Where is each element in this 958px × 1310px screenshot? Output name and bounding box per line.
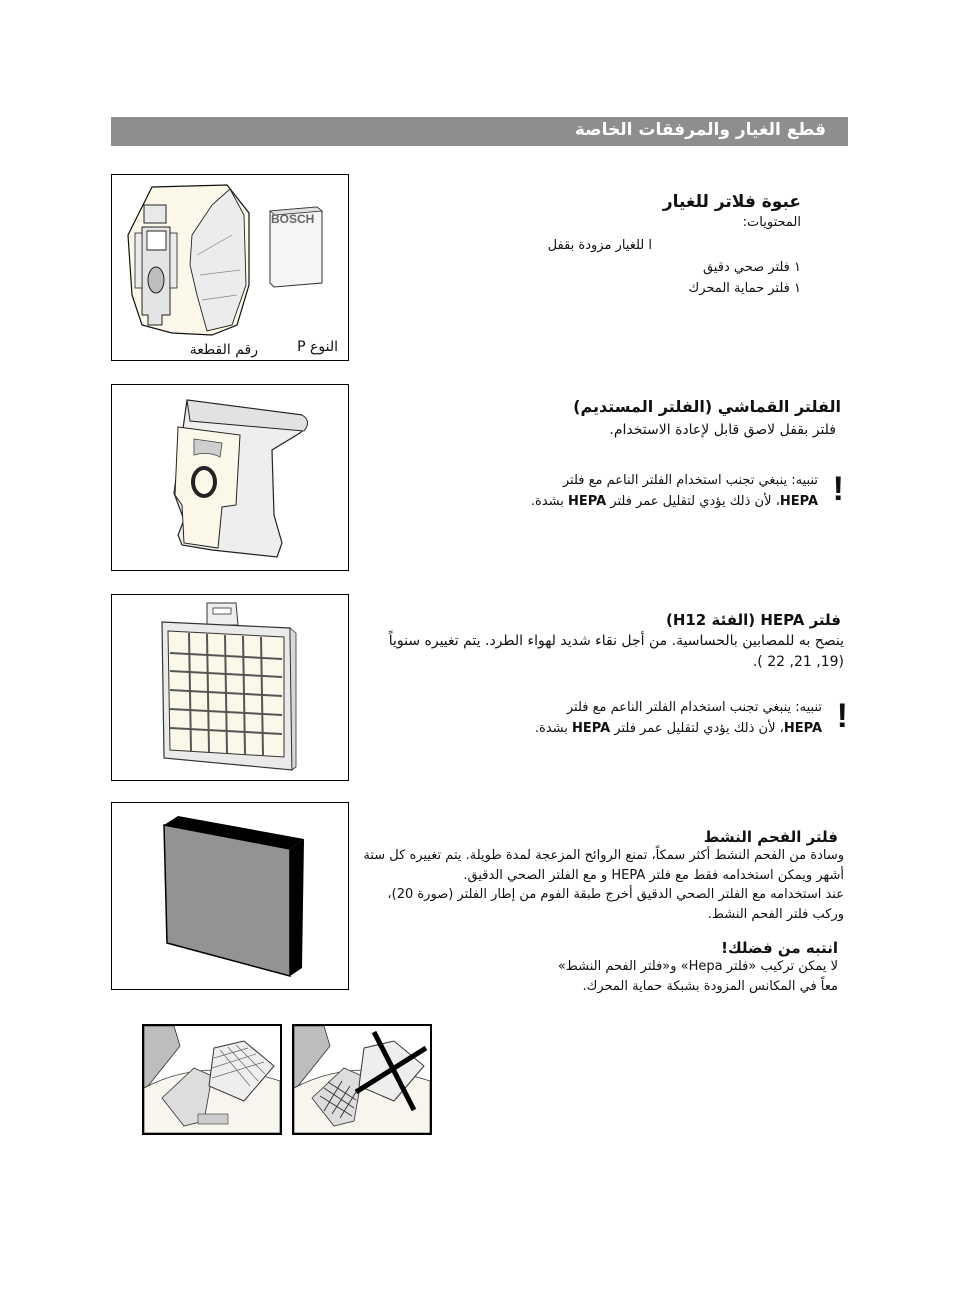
warning-text: تنبيه: ينبغي تجنب استخدام الفلتر الناعم مع فلتر HEPA، لأن ذلك يؤدي لتقليل عمر فلتر HEPA بشدة. [530,473,818,509]
dust-bag-pack-heading: عبوة فلاتر للغيار [662,192,801,212]
page-title: قطع الغيار والمرفقات الخاصة [574,120,826,140]
filter-installation-illustration-icon [144,1026,280,1133]
notice-text: لا يمكن تركيب «فلتر Hepa» و«فلتر الفحم النشط» معاً في المكانس المزودة بشبكة حماية المحرك. [557,959,838,994]
textile-filter-description: فلتر بقفل لاصق قابل لإعادة الاستخدام. [609,422,836,438]
contents-label: المحتويات: [742,215,801,230]
svg-text:BOSCH: BOSCH [271,212,315,226]
hepa-filter-illustration-icon [112,595,348,780]
warning-block-hepa [508,697,848,741]
notice-heading: انتبه من فضلك! [721,939,838,957]
carbon-filter-illustration-icon [112,803,348,989]
filter-installation-crossed-illustration-icon [294,1026,430,1133]
carbon-filter-figure [111,802,349,990]
textile-bag-figure [111,384,349,571]
thumbnail-correct-installation [142,1024,282,1135]
bag-type-label: النوع P [297,339,338,355]
carbon-filter-heading: فلتر الفحم النشط [703,828,838,846]
hepa-filter-description-line1: ينصح به للمصابين بالحساسية. من أجل نقاء شديد لهواء الطرد. يتم تغييره سنوياً [388,633,844,649]
exclamation-icon: ! [832,470,844,508]
dust-bag-pack-figure [111,174,349,361]
carbon-filter-description: وسادة من الفحم النشط أكثر سمكاً، تمنع الروائح المزعجة لمدة طويلة. يتم تغييره كل ستة أشهر ويمكن استخدامه فقط مع فلتر HEPA و مع الفلتر الصحي الدقيق. عند استخدامه مع الفلتر الصحي الدقيق أخرج طبقة الفوم من إطار الفلتر (صورة 20)، وركب فلتر الفحم النشط. [363,848,844,922]
textile-filter-heading: الفلتر القماشي (الفلتر المستديم) [573,397,841,416]
hepa-filter-heading: فلتر HEPA (الفئة H12) [665,611,841,629]
exclamation-icon: ! [836,697,848,735]
contents-item-motor-filter: ١ فلتر حماية المحرك [688,281,801,296]
textile-bag-illustration-icon [112,385,348,570]
thumbnail-incorrect-installation [292,1024,432,1135]
contents-item-bags: ا للغيار مزودة بقفل [547,238,652,253]
dust-bag-illustration-icon [112,175,348,360]
section-header-bar [111,117,848,146]
contents-item-hygiene-filter: ١ فلتر صحي دقيق [702,260,801,275]
hepa-filter-figure [111,594,349,781]
warning-block-textile [504,470,844,514]
warning-text: تنبيه: ينبغي تجنب استخدام الفلتر الناعم مع فلتر HEPA، لأن ذلك يؤدي لتقليل عمر فلتر HEPA بشدة. [534,700,822,736]
hepa-filter-description-line2: (19, 21, 22 ). [752,654,844,670]
part-number-label: رقم القطعة [189,342,258,358]
